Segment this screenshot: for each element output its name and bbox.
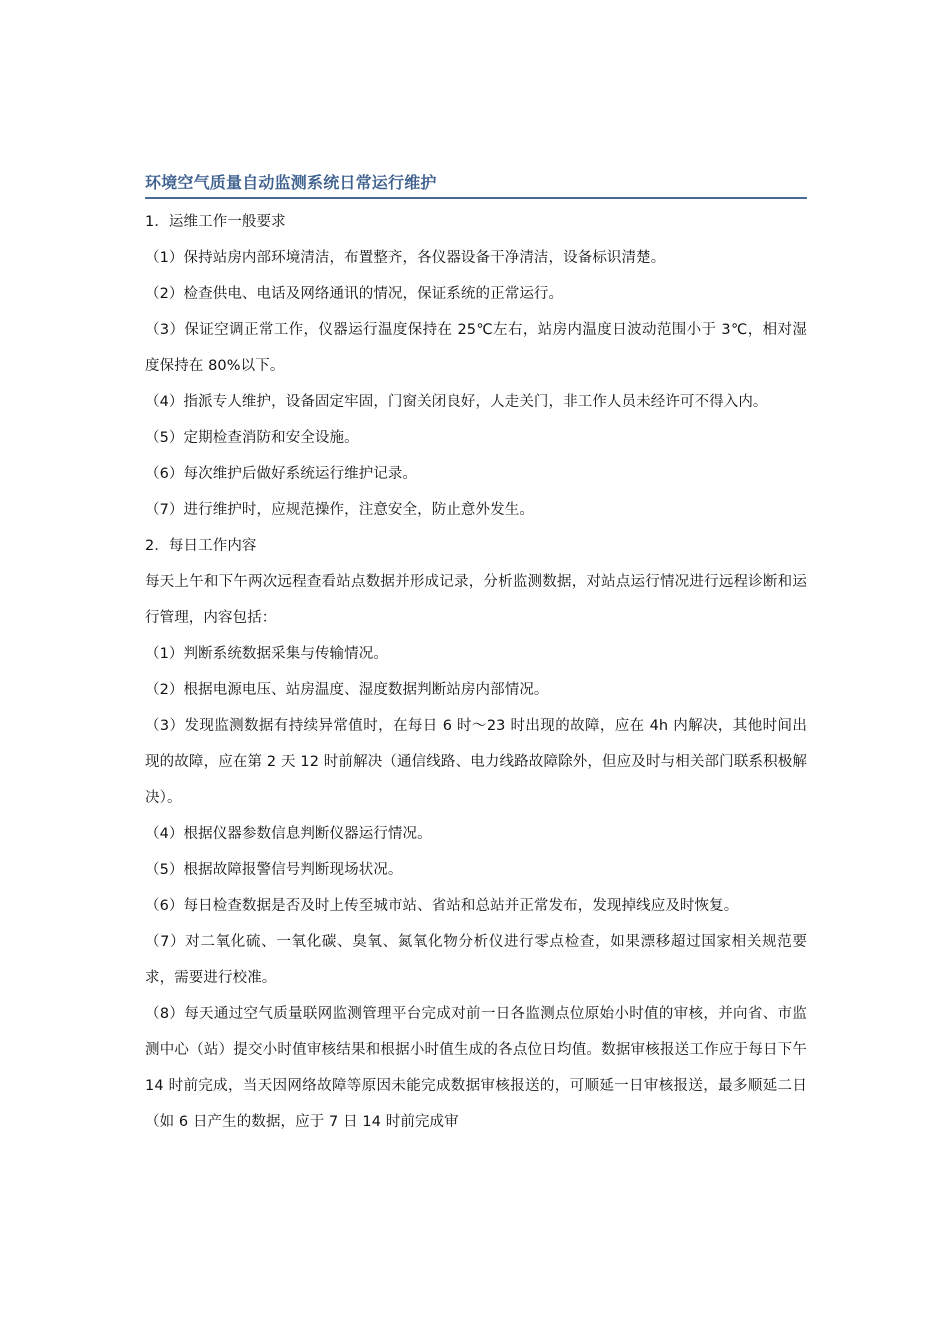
document-page xyxy=(145,172,807,1140)
paragraph: （3）发现监测数据有持续异常值时，在每日 6 时～23 时出现的故障，应在 4h 内解决，其他时间出现的故障，应在第 2 天 12 时前解决（通信线路、电力线路故障除外，但应及时与相关部门联系积极解决）。 xyxy=(145,718,807,806)
paragraph: （4）根据仪器参数信息判断仪器运行情况。 xyxy=(145,826,432,842)
document-title: 环境空气质量自动监测系统日常运行维护 xyxy=(145,172,807,199)
paragraph: （1）保持站房内部环境清洁，布置整齐，各仪器设备干净清洁，设备标识清楚。 xyxy=(145,250,666,266)
paragraph: （4）指派专人维护，设备固定牢固，门窗关闭良好，人走关门，非工作人员未经许可不得入内。 xyxy=(145,394,768,410)
paragraph: （2）根据电源电压、站房温度、湿度数据判断站房内部情况。 xyxy=(145,682,549,698)
section-heading: 1．运维工作一般要求 xyxy=(145,214,286,230)
paragraph: （6）每次维护后做好系统运行维护记录。 xyxy=(145,466,418,482)
paragraph: （3）保证空调正常工作，仪器运行温度保持在 25℃左右，站房内温度日波动范围小于 3℃，相对湿度保持在 80%以下。 xyxy=(145,322,807,374)
paragraph: （5）根据故障报警信号判断现场状况。 xyxy=(145,862,403,878)
paragraph: （7）对二氧化硫、一氧化碳、臭氧、氮氧化物分析仪进行零点检查，如果漂移超过国家相关规范要求，需要进行校准。 xyxy=(145,934,807,986)
paragraph: 每天上午和下午两次远程查看站点数据并形成记录，分析监测数据，对站点运行情况进行远程诊断和运行管理，内容包括： xyxy=(145,574,807,626)
paragraph: （5）定期检查消防和安全设施。 xyxy=(145,430,359,446)
paragraph: （8）每天通过空气质量联网监测管理平台完成对前一日各监测点位原始小时值的审核，并向省、市监测中心（站）提交小时值审核结果和根据小时值生成的各点位日均值。数据审核报送工作应于每日下午 14 时前完成，当天因网络故障等原因未能完成数据审核报送的，可顺延一日审核报送，最多顺延二日（如 6 日产生的数据，应于 7 日 14 时前完成审 xyxy=(145,1006,807,1130)
section-heading: 2．每日工作内容 xyxy=(145,538,257,554)
paragraph: （2）检查供电、电话及网络通讯的情况，保证系统的正常运行。 xyxy=(145,286,564,302)
paragraph: （6）每日检查数据是否及时上传至城市站、省站和总站并正常发布，发现掉线应及时恢复。 xyxy=(145,898,739,914)
paragraph: （1）判断系统数据采集与传输情况。 xyxy=(145,646,388,662)
paragraph: （7）进行维护时，应规范操作，注意安全，防止意外发生。 xyxy=(145,502,534,518)
